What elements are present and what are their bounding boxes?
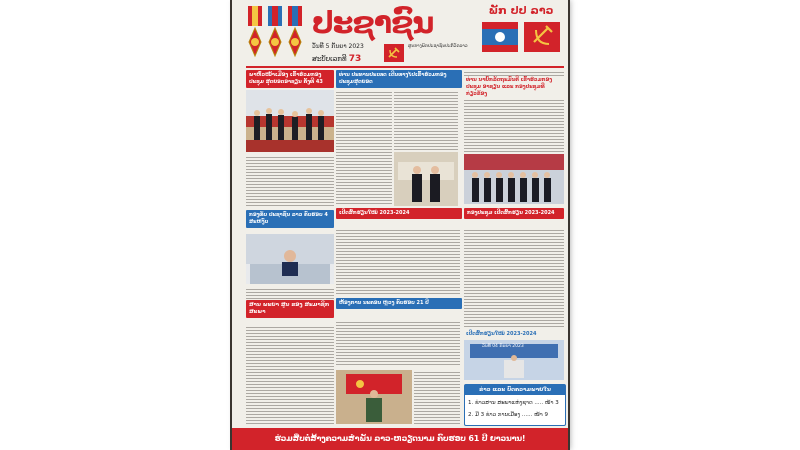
photo-leaders-lineup <box>464 154 564 204</box>
headline-top-middle: ທ່ານ ປະທານປະເທດ ເດີນທາງໄປເຂົ້າຮ່ວມກອງປະຊຸມສຸດຍອດ <box>336 70 462 88</box>
photo-caption-date: ວັນທີ 04 ກັນຍາ 2023 <box>482 344 524 349</box>
article-text <box>336 320 460 366</box>
inside-pages-index <box>464 384 566 426</box>
party-name: ພັກ ປປ ລາວ <box>488 4 554 17</box>
issue-label: ສະບັບເລກທີ <box>312 55 347 63</box>
column-left <box>246 70 334 88</box>
article-text <box>246 155 334 207</box>
masthead-divider <box>246 66 564 68</box>
article-text <box>394 90 458 150</box>
issue-number <box>312 54 361 64</box>
newspaper-page <box>232 0 568 450</box>
photo-meeting <box>246 234 334 284</box>
article-text <box>464 98 564 152</box>
photo-flag-ceremony <box>336 370 412 424</box>
newspaper-title: ປະຊາຊົນ <box>312 6 434 41</box>
index-title: ຂ່າວ ແລະ ບົດຄວາມພາຍໃນ <box>465 385 565 395</box>
headline-low-left: ສານ ພະຍາ ສູນ ຂອງ ສະມາຊິກ ສະພາ <box>246 300 334 318</box>
footer-banner: ຮ່ວມສືບຕໍ່ສ້າງຄວາມສຳພັນ ລາວ-ຫວຽດນາມ ຄົບຮອບ 61 ປີ ຍາວນານ! <box>232 428 568 450</box>
headline-top-left: ພາຫົວໜ້າເມືອງ ເຂົ້າຮ່ວມກອງປະຊຸມ ສຸດຍອດອາຊຽນ ຄັ້ງທີ 43 <box>246 70 334 88</box>
issue-value: 73 <box>348 54 362 64</box>
hammer-sickle-icon <box>384 44 404 62</box>
article-text <box>246 287 334 299</box>
photo-delegation <box>246 90 334 152</box>
headline-mid-middle: ເປີດສົກຮຽນໃໝ່ 2023-2024 <box>336 208 462 219</box>
headline-low-right: ເປີດສົກຮຽນໃໝ່ 2023-2024 <box>466 331 537 337</box>
flags-icon <box>478 20 564 56</box>
headline-mid-left: ກອງທັບ ປະຊາຊົນ ລາວ ຄົບຮອບ 4 ສະຫງົບ <box>246 210 334 228</box>
date-line: ວັນທີ 5 ກັນຍາ 2023 <box>312 43 364 50</box>
article-text <box>336 90 392 206</box>
index-item: 2. ມີ 3 ຂ່າວ ການເມືອງ ...... ໜ້າ 9 <box>468 412 548 418</box>
medal-icons <box>246 6 308 64</box>
headline-low-middle: ຫ້ອງການ ນະຄອນ ຫຼວງ ຄົບຮອບ 21 ປີ <box>336 298 462 309</box>
article-text <box>414 370 460 424</box>
headline-top-right: ທ່ານ ນາຍົກລັດຖະມົນຕີ ເຂົ້າຮ່ວມກອງປະຊຸມ ອາຊຽນ ແລະ ກອງປະຊຸມທີ່ກ່ຽວຂ້ອງ <box>466 77 553 97</box>
index-item: 1. ຂ່າວສານ ສະພາແຫ່ງຊາດ ..... ໜ້າ 3 <box>468 400 559 406</box>
article-text <box>246 325 334 425</box>
article-text <box>464 228 564 328</box>
article-text <box>336 228 460 296</box>
photo-handshake <box>394 152 458 206</box>
headline-mid-right: ກອງປະຊຸມ ເປີດສົກຮຽນ 2023-2024 <box>464 208 564 219</box>
motto: ສູນກາງພັກປະຊາຊົນປະຕິວັດລາວ <box>408 44 468 49</box>
